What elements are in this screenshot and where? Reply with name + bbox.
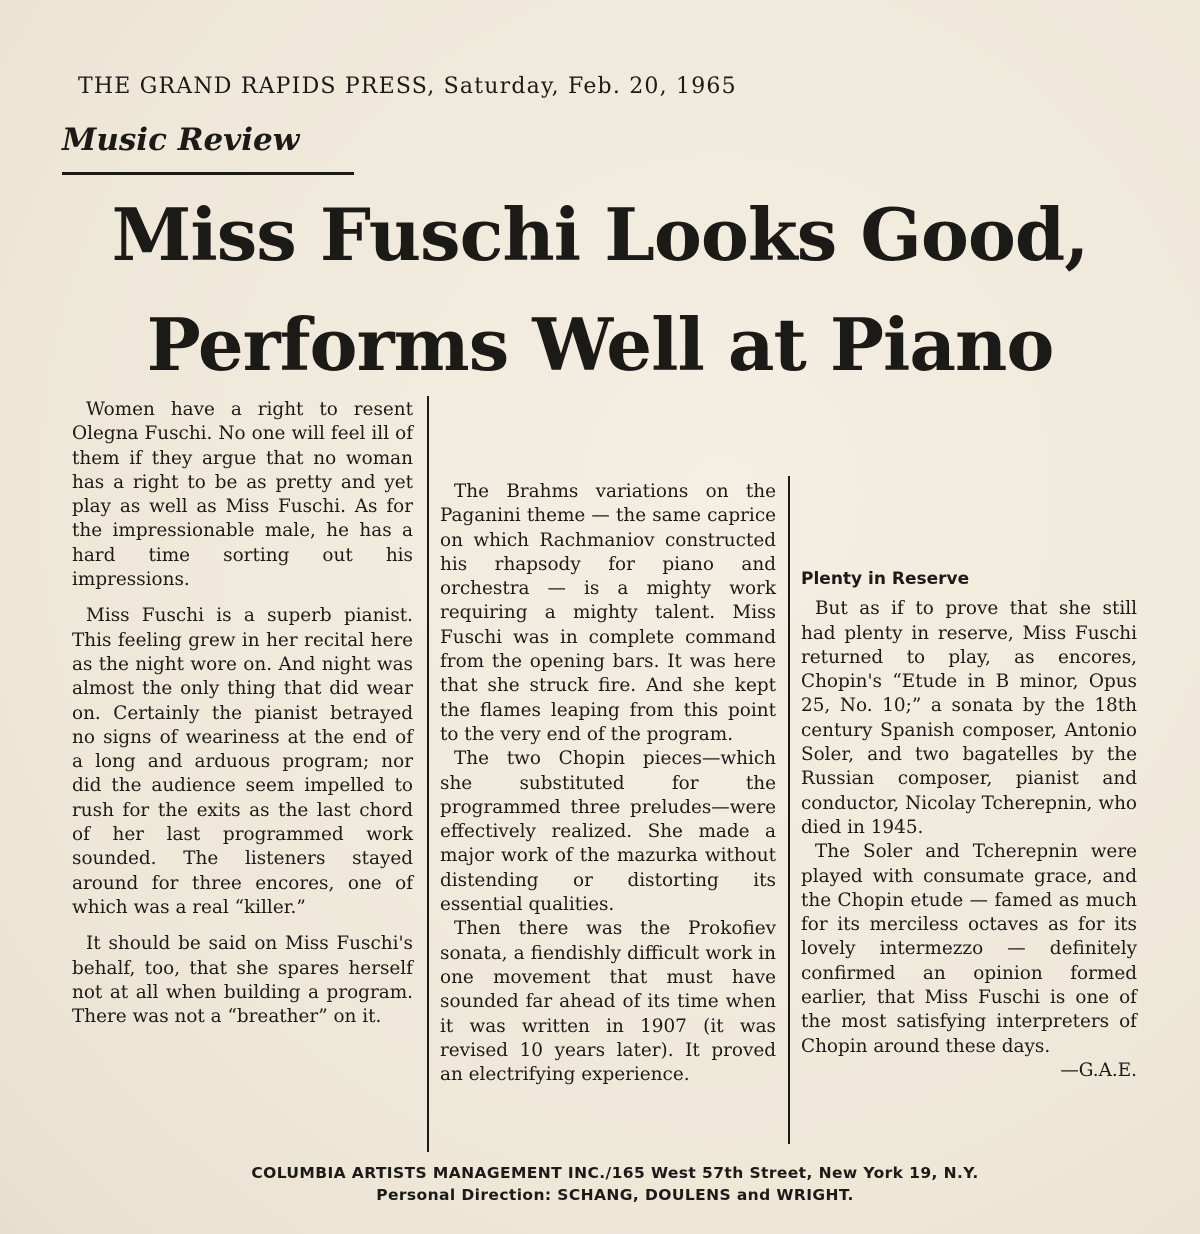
author-signature: —G.A.E. (1060, 1059, 1137, 1081)
dateline: THE GRAND RAPIDS PRESS, Saturday, Feb. 20, 1965 (78, 74, 737, 99)
subheading: Plenty in Reserve (801, 569, 970, 589)
section-label: Music Review (62, 122, 300, 158)
article-column-2 (440, 480, 776, 1087)
paragraph: It should be said on Miss Fuschi's behalf, too, that she spares herself not at all when building a program. There was not a “breather” on it. (72, 933, 413, 1028)
paragraph: The Brahms variations on the Paganini theme — the same caprice on which Rachmaniov constructed his rhapsody for piano and orchestra — is a mighty work requiring a mighty talent. Miss Fuschi was in complete command from the opening bars. It was here that she struck fire. And she kept the flames leaping from this point to the very end of the program. (440, 481, 776, 745)
paragraph: Women have a right to resent Olegna Fuschi. No one will feel ill of them if they argue that no woman has a right to be as pretty and yet play as well as Miss Fuschi. As for the impressionable male, he has a hard time sorting out his impressions. (72, 399, 413, 591)
paragraph: But as if to prove that she still had plenty in reserve, Miss Fuschi returned to play, as encores, Chopin's “Etude in B minor, Opus 25, No. 10;” a sonata by the 18th century Spanish composer, Antonio Soler, and two bagatelles by the Russian composer, pianist and conductor, Nicolay Tcherepnin, who died in 1945. (801, 598, 1137, 838)
column-divider (788, 476, 790, 1144)
paragraph: Then there was the Prokofiev sonata, a fiendishly difficult work in one movement that must have sounded far ahead of its time when it was written in 1907 (it was revised 10 years later). It proved an electrifying experience. (440, 918, 776, 1086)
paragraph: The two Chopin pieces—which she substituted for the programmed three preludes—were effectively realized. She made a major work of the mazurka without distending or distorting its essential qualities. (440, 748, 776, 916)
paragraph: Miss Fuschi is a superb pianist. This feeling grew in her recital here as the night wore on. And night was almost the only thing that did wear on. Certainly the pianist betrayed no signs of weariness at the end of a long and arduous program; nor did the audience seem impelled to rush for the exits as the last chord of her last programmed work sounded. The listeners stayed around for three encores, one of which was a real “killer.” (72, 605, 413, 918)
headline-line-1: Miss Fuschi Looks Good, (111, 192, 1089, 277)
article-column-1 (72, 398, 413, 1029)
footer-direction: Personal Direction: SCHANG, DOULENS and WRIGHT. (376, 1186, 854, 1204)
article-column-3 (801, 567, 1137, 1083)
headline-line-2: Performs Well at Piano (146, 302, 1054, 387)
footer-address: COLUMBIA ARTISTS MANAGEMENT INC./165 West 57th Street, New York 19, N.Y. (251, 1164, 979, 1182)
paragraph: The Soler and Tcherepnin were played with consumate grace, and the Chopin etude — famed as much for its merciless octaves as for its lovely intermezzo — definitely confirmed an opinion formed earlier, that Miss Fuschi is one of the most satisfying interpreters of Chopin around these days. (801, 841, 1137, 1057)
section-underline (62, 172, 354, 175)
column-divider (427, 396, 429, 1152)
